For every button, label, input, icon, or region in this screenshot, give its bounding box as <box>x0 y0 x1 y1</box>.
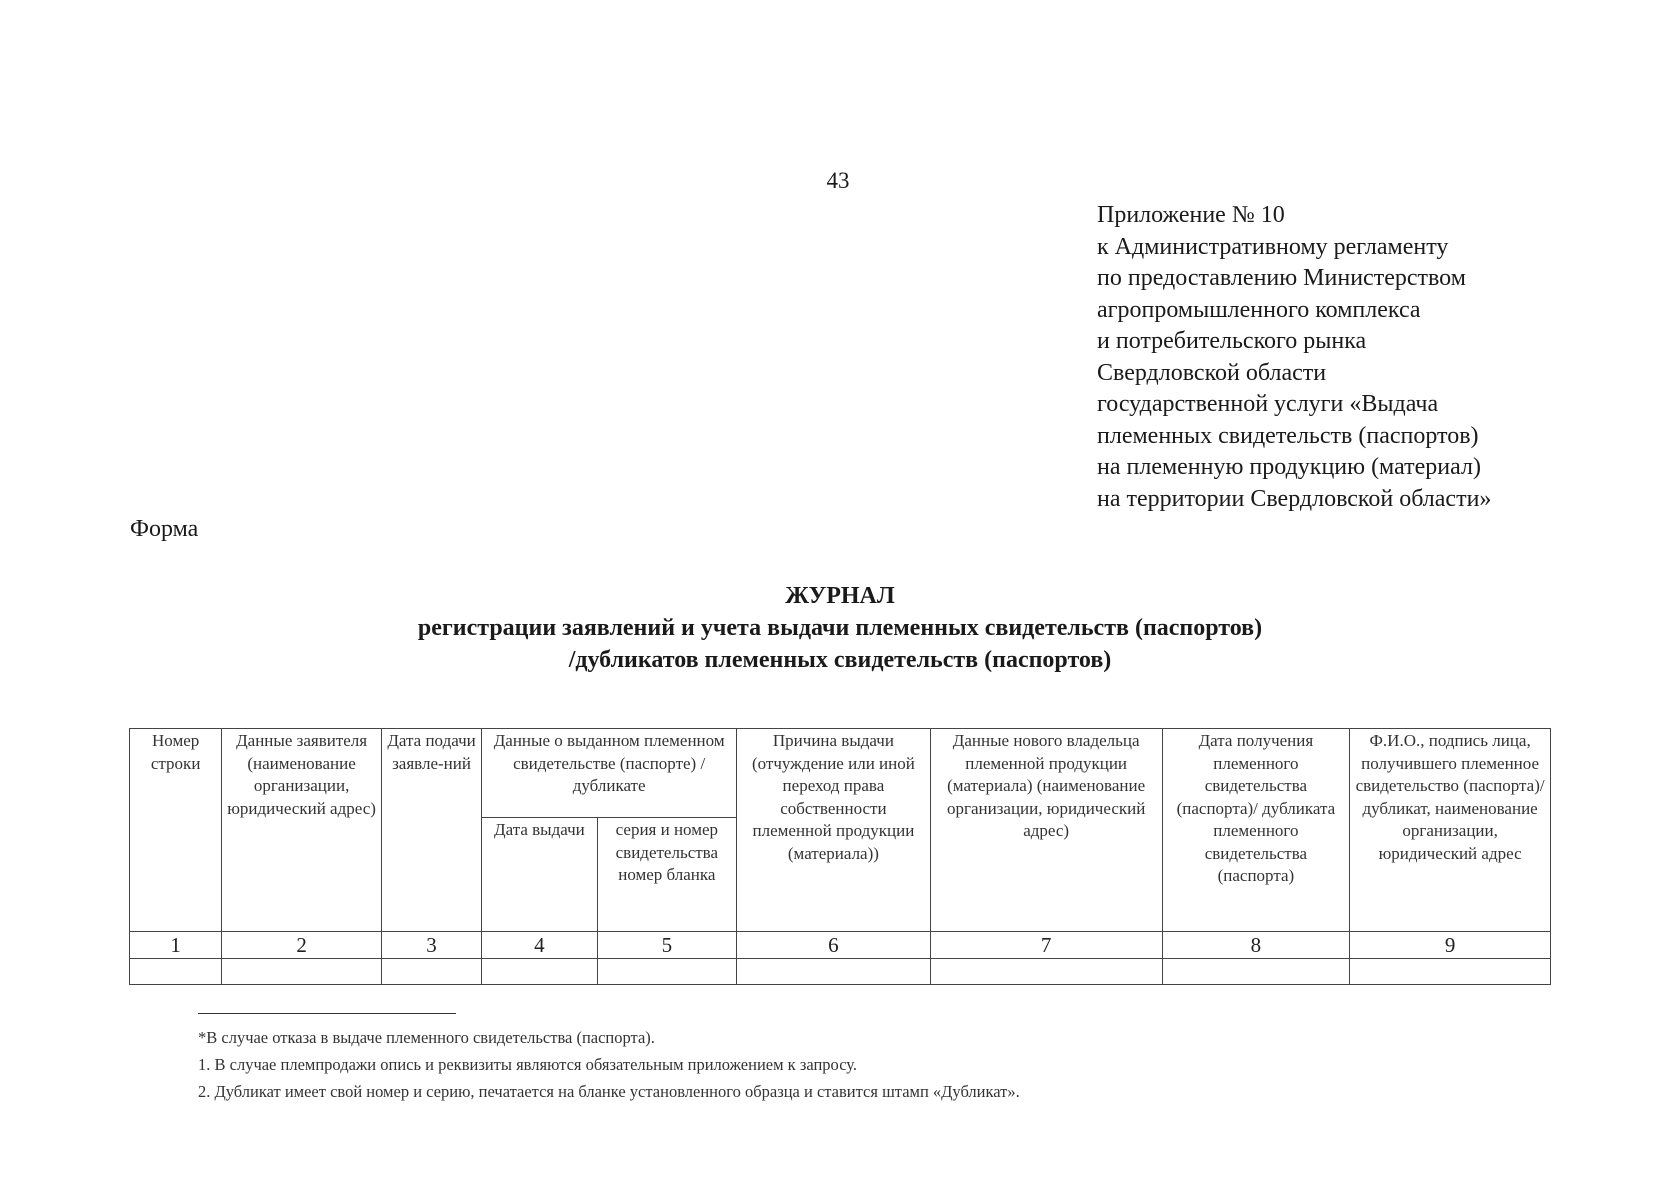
empty-cell <box>930 959 1162 985</box>
footnote-item: 1. В случае племпродажи опись и реквизиты являются обязательным приложением к запросу. <box>198 1055 858 1074</box>
empty-cell <box>1350 959 1551 985</box>
column-number: 1 <box>130 932 222 959</box>
title-line-2: регистрации заявлений и учета выдачи племенных свидетельств (паспортов) <box>417 615 1263 641</box>
header-issue-date: Дата выдачи <box>482 818 597 932</box>
appendix-line: племенных свидетельств (паспортов) <box>1097 422 1479 449</box>
appendix-line: на племенную продукцию (материал) <box>1097 454 1481 480</box>
appendix-line: агропромышленного комплекса <box>1097 296 1421 323</box>
empty-cell <box>597 959 736 985</box>
appendix-line: государственной услуги «Выдача <box>1097 391 1439 417</box>
form-label: Форма <box>130 516 199 542</box>
column-number: 7 <box>930 932 1162 959</box>
column-number: 6 <box>737 932 931 959</box>
column-number: 5 <box>597 932 736 959</box>
footnote-item: *В случае отказа в выдаче племенного свидетельства (паспорта). <box>198 1028 655 1047</box>
column-number-row <box>130 932 1551 959</box>
header-series-number: серия и номер свидетельства номер бланка <box>597 818 736 932</box>
column-number: 4 <box>482 932 597 959</box>
appendix-line: Приложение № 10 <box>1097 202 1285 228</box>
empty-cell <box>381 959 481 985</box>
header-recipient-signature: Ф.И.О., подпись лица, получившего племенное свидетельство (паспорта)/ дубликат, наименование организации, юридический адрес <box>1350 729 1551 932</box>
empty-cell <box>737 959 931 985</box>
header-row <box>130 729 1551 818</box>
journal-table <box>129 728 1551 985</box>
appendix-line: на территории Свердловской области» <box>1097 485 1492 512</box>
footnotes <box>198 1024 1020 1105</box>
header-new-owner-data: Данные нового владельца племенной продукции (материала) (наименование организации, юридический адрес) <box>930 729 1162 932</box>
appendix-line: к Административному регламенту <box>1097 233 1449 260</box>
empty-cell <box>222 959 382 985</box>
appendix-line: Свердловской области <box>1097 359 1327 386</box>
appendix-reference <box>1097 200 1657 515</box>
title-line-1: ЖУРНАЛ <box>785 583 895 609</box>
column-number: 9 <box>1350 932 1551 959</box>
header-issue-reason: Причина выдачи (отчуждение или иной переход права собственности племенной продукции (материала)) <box>737 729 931 932</box>
footnote-divider <box>198 1013 456 1014</box>
empty-cell <box>130 959 222 985</box>
header-application-date: Дата подачи заявле-ний <box>381 729 481 932</box>
column-number: 8 <box>1162 932 1350 959</box>
header-row-number: Номер строки <box>130 729 222 932</box>
appendix-line: по предоставлению Министерством <box>1097 265 1466 291</box>
page-number: 43 <box>826 168 850 193</box>
header-receipt-date: Дата получения племенного свидетельства (паспорта)/ дубликата племенного свидетельства (паспорта) <box>1162 729 1350 932</box>
empty-cell <box>1162 959 1350 985</box>
empty-entry-row <box>130 959 1551 985</box>
appendix-line: и потребительского рынка <box>1097 328 1367 354</box>
column-number: 3 <box>381 932 481 959</box>
document-title <box>130 580 1550 676</box>
empty-cell <box>482 959 597 985</box>
column-number: 2 <box>222 932 382 959</box>
header-applicant-data: Данные заявителя (наименование организации, юридический адрес) <box>222 729 382 932</box>
header-issued-certificate-group: Данные о выданном племенном свидетельстве (паспорте) / дубликате <box>482 729 737 818</box>
title-line-3: /дубликатов племенных свидетельств (паспортов) <box>568 647 1112 673</box>
footnote-item: 2. Дубликат имеет свой номер и серию, печатается на бланке установленного образца и ставится штамп «Дубликат». <box>198 1082 1020 1101</box>
